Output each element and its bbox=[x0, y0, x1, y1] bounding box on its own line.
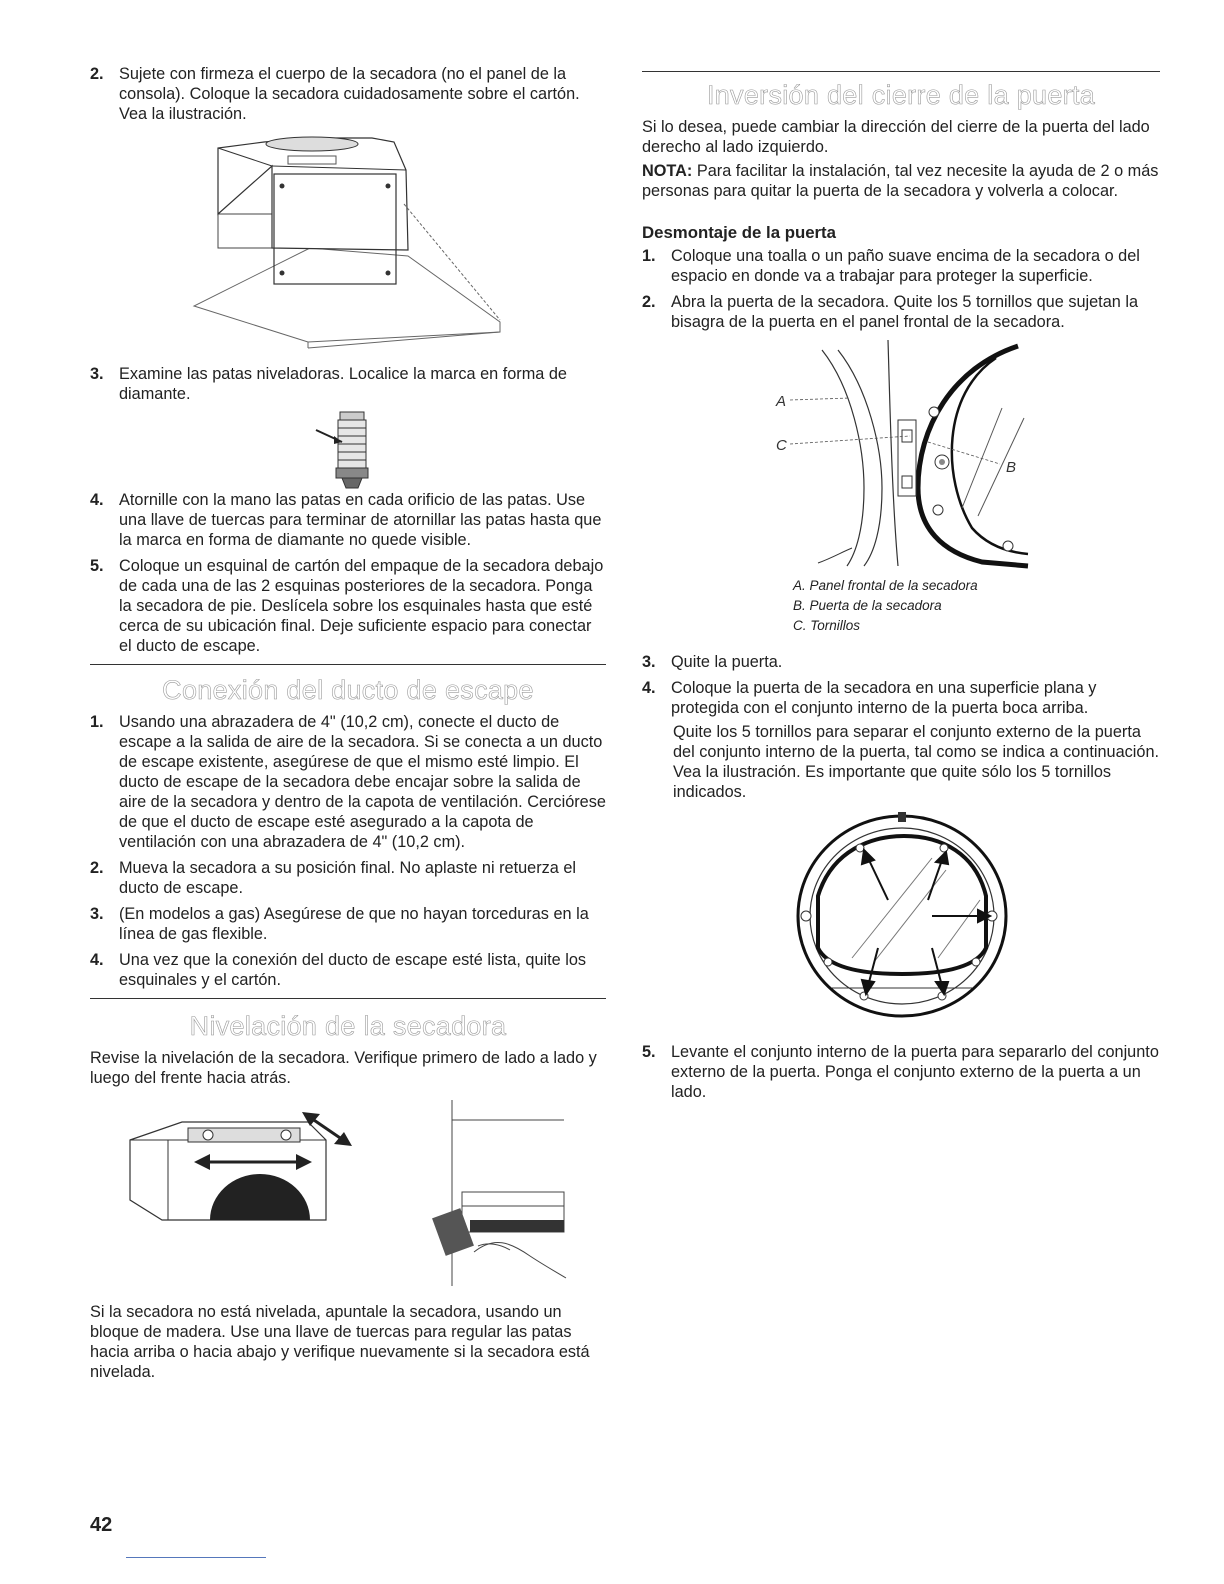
footer-rule bbox=[126, 1557, 266, 1558]
section-heading: Conexión del ducto de escape bbox=[162, 675, 534, 705]
list-item bbox=[90, 904, 606, 944]
step-number: 5. bbox=[642, 1043, 656, 1061]
list-item bbox=[642, 678, 1160, 718]
list-item bbox=[90, 858, 606, 898]
list-item bbox=[90, 950, 606, 990]
figure-caption: B. Puerta de la secadora bbox=[793, 598, 942, 613]
step-4-detail: Quite los 5 tornillos para separar el conjunto externo de la puerta del conjunto interno de la puerta, tal como se indica a continuación. Vea la ilustración. Es importante que quite sólo los 5 tornillos indicados. bbox=[673, 723, 1160, 801]
dryer-on-carton-illustration bbox=[90, 130, 606, 362]
figure-caption: C. Tornillos bbox=[793, 618, 861, 633]
section-divider bbox=[90, 664, 606, 665]
step-number: 1. bbox=[642, 247, 656, 265]
list-item bbox=[90, 712, 606, 852]
list-item bbox=[642, 1042, 1160, 1102]
step-number: 4. bbox=[642, 679, 656, 697]
step-text: Coloque la puerta de la secadora en una superficie plana y protegida con el conjunto interno de la puerta boca arriba. bbox=[671, 679, 1097, 717]
note bbox=[642, 161, 1160, 201]
step-text: Una vez que la conexión del ducto de escape esté lista, quite los esquinales y el cartón. bbox=[119, 951, 587, 989]
step-number: 4. bbox=[90, 491, 104, 509]
leveling-outro: Si la secadora no está nivelada, apuntale la secadora, usando un bloque de madera. Use una llave de tuercas para regular las patas hacia arriba o hacia abajo y verifique nuevamente si la secadora está nivelada. bbox=[90, 1303, 590, 1381]
step-text: Usando una abrazadera de 4" (10,2 cm), conecte el ducto de escape a la salida de aire de la secadora. Si se conecta a un ducto de escape existente, asegúrese de que el mismo esté limpio. El ducto de escape de la secadora debe encajar sobre la salida de aire de la secadora y dentro de la capota de ventilación. Cerciórese de que el ducto de escape esté asegurado a la capota de ventilación con una abrazadera de 4" (10,2 cm). bbox=[119, 713, 606, 851]
leveling-check-illustration bbox=[90, 1096, 606, 1292]
section-heading: Inversión del cierre de la puerta bbox=[706, 80, 1096, 110]
list-item bbox=[90, 64, 606, 124]
list-item bbox=[90, 364, 606, 404]
step-number: 2. bbox=[90, 859, 104, 877]
step-text: Atornille con la mano las patas en cada orificio de las patas. Use una llave de tuercas para terminar de atornillar las patas hasta que la marca en forma de diamante no quede visible. bbox=[119, 491, 602, 549]
section-heading: Nivelación de la secadora bbox=[189, 1011, 507, 1041]
right-column bbox=[642, 71, 1160, 1108]
step-text: Examine las patas niveladoras. Localice la marca en forma de diamante. bbox=[119, 365, 567, 403]
step-text: Coloque un esquinal de cartón del empaque de la secadora debajo de cada una de las 2 esquinas posteriores de la secadora. Ponga la secadora de pie. Deslícela sobre los esquinales hasta que esté cerca de su ubicación final. Deje suficiente espacio para conectar el ducto de escape. bbox=[119, 557, 604, 655]
step-number: 4. bbox=[90, 951, 104, 969]
subheading: Desmontaje de la puerta bbox=[642, 223, 836, 242]
step-number: 3. bbox=[90, 365, 104, 383]
list-item bbox=[642, 292, 1160, 332]
step-number: 1. bbox=[90, 713, 104, 731]
section-divider bbox=[90, 998, 606, 999]
list-item bbox=[642, 652, 1160, 672]
step-text: Abra la puerta de la secadora. Quite los 5 tornillos que sujetan la bisagra de la puerta en el panel frontal de la secadora. bbox=[671, 293, 1139, 331]
leveling-intro: Revise la nivelación de la secadora. Verifique primero de lado a lado y luego del frente hacia atrás. bbox=[90, 1049, 597, 1087]
leveling-leg-icon bbox=[90, 408, 606, 490]
left-column bbox=[90, 64, 606, 1382]
label-a: A bbox=[776, 393, 787, 410]
step-text: Coloque una toalla o un paño suave encima de la secadora o del espacio en donde va a trabajar para proteger la superficie. bbox=[671, 247, 1140, 285]
step-number: 2. bbox=[642, 293, 656, 311]
note-text: Para facilitar la instalación, tal vez necesite la ayuda de 2 o más personas para quitar la puerta de la secadora y volverla a colocar. bbox=[642, 162, 1159, 200]
step-text: Mueva la secadora a su posición final. No aplaste ni retuerza el ducto de escape. bbox=[119, 859, 577, 897]
door-screws-illustration bbox=[642, 808, 1160, 1024]
door-intro: Si lo desea, puede cambiar la dirección del cierre de la puerta del lado derecho al lado izquierdo. bbox=[642, 118, 1150, 156]
step-number: 3. bbox=[90, 905, 104, 923]
step-number: 5. bbox=[90, 557, 104, 575]
door-hinge-illustration bbox=[642, 338, 1160, 572]
step-number: 2. bbox=[90, 65, 104, 83]
list-item bbox=[90, 490, 606, 550]
step-text: Sujete con firmeza el cuerpo de la secadora (no el panel de la consola). Coloque la secadora cuidadosamente sobre el cartón. Vea la ilustración. bbox=[119, 65, 580, 123]
page-number: 42 bbox=[90, 1514, 113, 1536]
section-divider bbox=[642, 71, 1160, 72]
step-number: 3. bbox=[642, 653, 656, 671]
label-c: C bbox=[776, 437, 787, 454]
step-text: Levante el conjunto interno de la puerta para separarlo del conjunto externo de la puerta. Ponga el conjunto externo de la puerta a un lado. bbox=[671, 1043, 1159, 1101]
list-item bbox=[642, 246, 1160, 286]
label-b: B bbox=[1006, 459, 1017, 476]
note-label: NOTA: bbox=[642, 162, 693, 180]
step-text: (En modelos a gas) Asegúrese de que no hayan torceduras en la línea de gas flexible. bbox=[119, 905, 589, 943]
figure-caption: A. Panel frontal de la secadora bbox=[793, 578, 978, 593]
step-text: Quite la puerta. bbox=[671, 653, 783, 671]
list-item bbox=[90, 556, 606, 656]
